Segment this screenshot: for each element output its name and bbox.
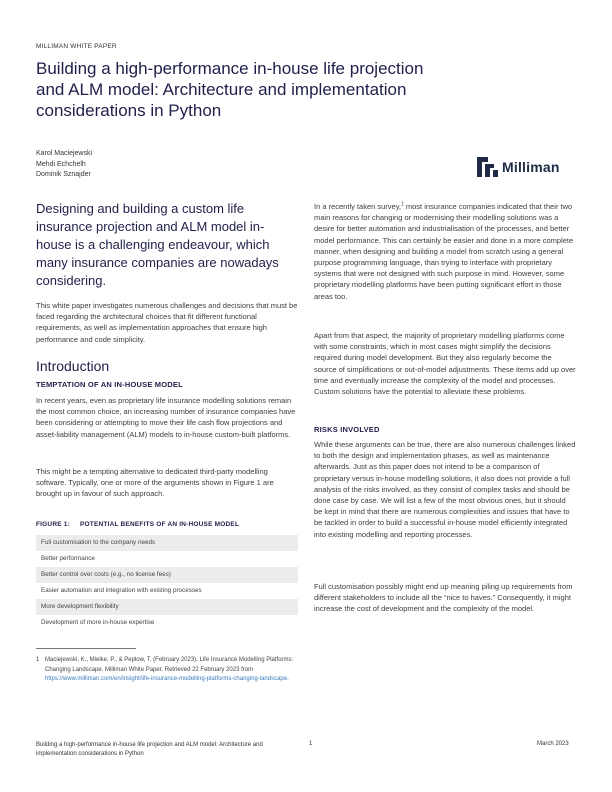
footnote	[36, 656, 298, 685]
footnote-number: 1	[36, 657, 40, 663]
table-row: More development flexibility	[36, 599, 298, 615]
right-paragraph-1-rest: most insurance companies indicated that their two main reasons for changing or modernising their modelling solutions was a desire for better automation and industrialisation of the processes, and better model performance. This can certainly be easier and done in a more complete manner, when designing and building a model from scratch using a general purpose programming language, than trying to interface with proprietary systems that were not designed with such purpose in mind. However, some proprietary modelling platforms have been putting significant effort in those areas too.	[314, 202, 574, 301]
page-number: 1	[309, 741, 313, 747]
footer-date: March 2023	[537, 741, 569, 747]
author-name: Karol Maciejewski	[36, 150, 93, 157]
intro-paragraph-2: This might be a tempting alternative to dedicated third-party modelling software. Typically, one or more of the arguments shown in Figure 1 are brought up in favour of such approach.	[36, 467, 274, 499]
figure-caption	[36, 521, 239, 528]
milliman-logo-mark-icon	[477, 157, 498, 177]
document-title: Building a high-performance in-house life projection and ALM model: Architecture and implementation considerations in Python	[36, 59, 424, 120]
summary-paragraph: This white paper investigates numerous challenges and decisions that must be faced regarding the architectural choices that fit different functional requirements, as well as implementation approaches that ensure high performance and code simplicity.	[36, 301, 298, 344]
section-subheading: TEMPTATION OF AN IN-HOUSE MODEL	[36, 380, 183, 389]
footnote-link[interactable]: https://www.milliman.com/en/insight/life-insurance-modelling-platforms-changing-landscape	[45, 676, 288, 682]
lead-paragraph: Designing and building a custom life insurance projection and ALM model in-house is a challenging endeavour, which many insurance companies are nowadays considering.	[36, 201, 279, 288]
right-paragraph-3: While these arguments can be true, there are also numerous challenges linked to both the design and implementation phases, as well as maintenance afterwards. Just as this paper does not intend to be a comparison of proprietary versus in-house modelling solutions, it also does not provide a full analysis of the risks involved, as they consist of complex tasks and should be done case by case. We will list a few of the most obvious ones, but it should be kept in mind that there are numerous complexities and issues that have to be tackled in order to build a successful in-house model efficiently integrated into existing modelling and reporting processes.	[314, 440, 576, 539]
intro-paragraph-1: In recent years, even as proprietary life insurance modelling solutions remain the most common choice, an increasing number of insurance companies have been considering or attempting to move their life cash flow projections and asset-liability management (ALM) models to in-house custom-built platforms.	[36, 396, 296, 439]
author-name: Mehdi Echchelh	[36, 160, 86, 168]
right-paragraph-2: Apart from that aspect, the majority of proprietary modelling platforms come with some constraints, which in most cases might simplify the decisions required during model development. But they also regularly become the source of simplifications or out-of-model adjustments. These items add up over time and eventually increase the complexity of the model and processes. Custom solutions have the potential to alleviate these problems.	[314, 331, 576, 397]
author-name: Dominik Sznajder	[36, 171, 91, 178]
right-paragraph-1-start: In a recently taken survey,	[314, 202, 401, 211]
footnote-end: .	[287, 676, 289, 682]
right-paragraph-1	[314, 201, 576, 302]
milliman-logo	[477, 157, 560, 177]
logo-wordmark: Milliman	[502, 159, 560, 175]
figure-title: POTENTIAL BENEFITS OF AN IN-HOUSE MODEL	[80, 521, 240, 528]
footer-title: Building a high-performance in-house life projection and ALM model: Architecture and implementation considerations in Python	[36, 742, 263, 757]
table-row: Better control over costs (e.g., no license fees)	[36, 567, 298, 583]
figure-number: FIGURE 1:	[36, 521, 70, 528]
document-label: MILLIMAN WHITE PAPER	[36, 43, 117, 50]
risks-heading: RISKS INVOLVED	[314, 425, 380, 434]
author-list	[36, 149, 92, 181]
right-paragraph-4: Full customisation possibly might end up meaning piling up requirements from different stakeholders to include all the “nice to haves.” Consequently, it might increase the cost of development and the complexity of the model.	[314, 582, 573, 614]
figure-benefits-table	[36, 535, 298, 631]
footnote-reference: 1	[401, 201, 404, 208]
table-row: Better performance	[41, 555, 95, 562]
table-row: Development of more in-house expertise	[41, 619, 155, 626]
section-heading: Introduction	[36, 358, 110, 374]
table-row: Easier automation and integration with existing processes	[41, 587, 202, 594]
table-row: Full customisation to the company needs	[36, 535, 298, 551]
footnote-divider	[36, 648, 136, 649]
footnote-text: Maciejewski, K., Mielke, P., & Peplow, T. (February 2023). Life Insurance Modelling Platforms: Changing Landscape. Milliman White Paper. Retrieved 22 February 2023 from	[45, 657, 294, 673]
